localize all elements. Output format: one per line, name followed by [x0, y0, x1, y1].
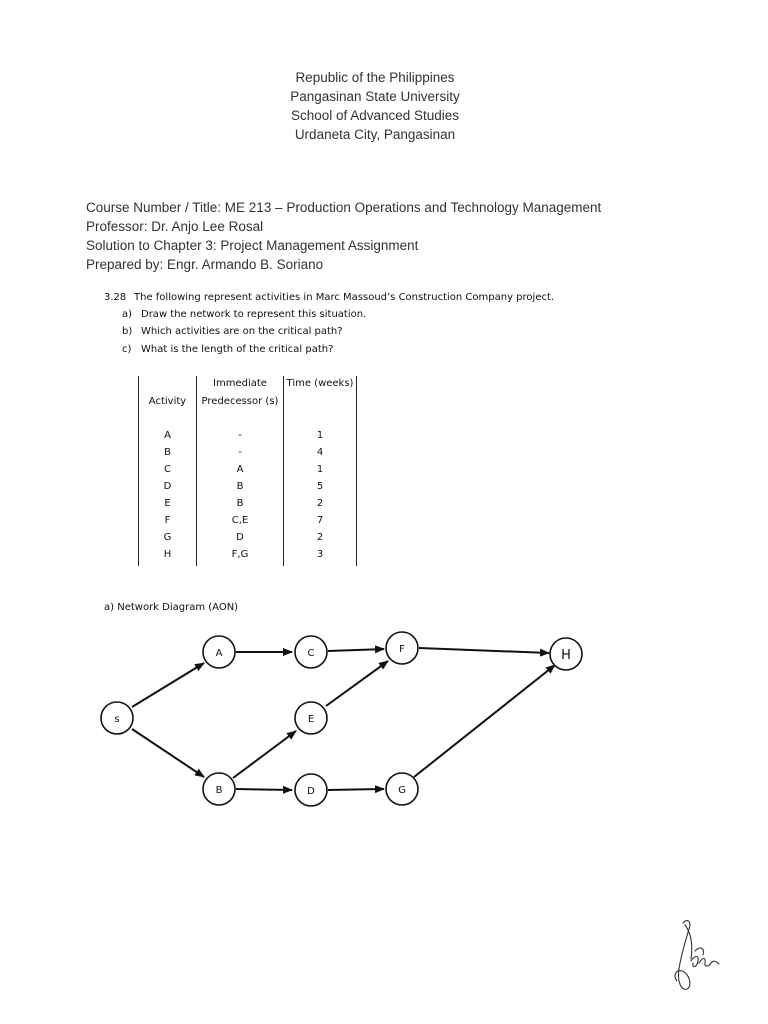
cell-activity: G — [163, 532, 172, 543]
part-b-label: b) — [122, 326, 133, 337]
cell-pred: - — [238, 447, 242, 458]
table-header-pred-1: Immediate — [213, 378, 267, 389]
cell-activity: E — [164, 498, 171, 509]
part-c-label: c) — [122, 344, 132, 355]
cell-activity: C — [164, 464, 171, 475]
node-a-label: A — [215, 648, 223, 659]
part-b-text: Which activities are on the critical path? — [141, 326, 343, 337]
header-line-1: Republic of the Philippines — [295, 70, 455, 85]
diagram-title: a) Network Diagram (AON) — [104, 602, 239, 613]
cell-pred: B — [236, 498, 244, 509]
cell-time: 1 — [316, 464, 324, 475]
cell-time: 5 — [316, 481, 324, 492]
edge-s-a — [132, 663, 204, 707]
header-line-3: School of Advanced Studies — [290, 108, 460, 123]
node-c-label: C — [307, 648, 315, 659]
node-h-label: H — [561, 648, 571, 663]
node-b-label: B — [215, 785, 223, 796]
cell-time: 2 — [316, 532, 324, 543]
edge-d-g — [328, 789, 384, 790]
table-header-time: Time (weeks) — [286, 378, 354, 389]
node-e-label: E — [307, 714, 315, 725]
course-title: Course Number / Title: ME 213 – Production Operations and Technology Management — [86, 200, 602, 215]
cell-pred: F,G — [231, 549, 249, 560]
part-c-text: What is the length of the critical path? — [141, 344, 334, 355]
edge-b-e — [233, 731, 296, 778]
cell-activity: H — [163, 549, 172, 560]
part-a-text: Draw the network to represent this situation. — [141, 309, 367, 320]
cell-pred: - — [238, 430, 242, 441]
prepared-by: Prepared by: Engr. Armando B. Soriano — [86, 257, 324, 272]
header-line-2: Pangasinan State University — [290, 89, 460, 104]
table-header-activity: Activity — [148, 396, 187, 407]
edge-c-f — [328, 649, 384, 651]
cell-activity: A — [164, 430, 171, 441]
part-a-label: a) — [122, 309, 133, 320]
cell-activity: F — [164, 515, 171, 526]
cell-pred: D — [236, 532, 244, 543]
problem-number: 3.28 — [104, 292, 127, 303]
header-line-4: Urdaneta City, Pangasinan — [294, 127, 456, 142]
problem-statement: The following represent activities in Marc Massoud’s Construction Company project. — [134, 292, 555, 303]
edge-f-h — [419, 648, 549, 653]
edge-e-f — [326, 661, 388, 706]
node-g-label: G — [398, 785, 406, 796]
cell-time: 2 — [316, 498, 324, 509]
cell-activity: D — [163, 481, 172, 492]
cell-activity: B — [164, 447, 171, 458]
node-d-label: D — [307, 786, 315, 797]
professor: Professor: Dr. Anjo Lee Rosal — [86, 219, 264, 234]
edge-b-d — [236, 789, 292, 790]
cell-time: 7 — [316, 515, 324, 526]
table-header-pred-2: Predecessor (s) — [201, 396, 279, 407]
node-f-label: F — [399, 644, 405, 655]
node-s-label: s — [114, 714, 120, 725]
cell-time: 3 — [316, 549, 324, 560]
cell-time: 1 — [316, 430, 324, 441]
cell-pred: B — [236, 481, 244, 492]
edge-s-b — [132, 729, 204, 777]
cell-pred: C,E — [231, 515, 249, 526]
cell-time: 4 — [316, 447, 324, 458]
edge-g-h — [414, 665, 555, 777]
cell-pred: A — [236, 464, 244, 475]
solution-title: Solution to Chapter 3: Project Management Assignment — [86, 238, 419, 253]
signature — [665, 915, 725, 1000]
